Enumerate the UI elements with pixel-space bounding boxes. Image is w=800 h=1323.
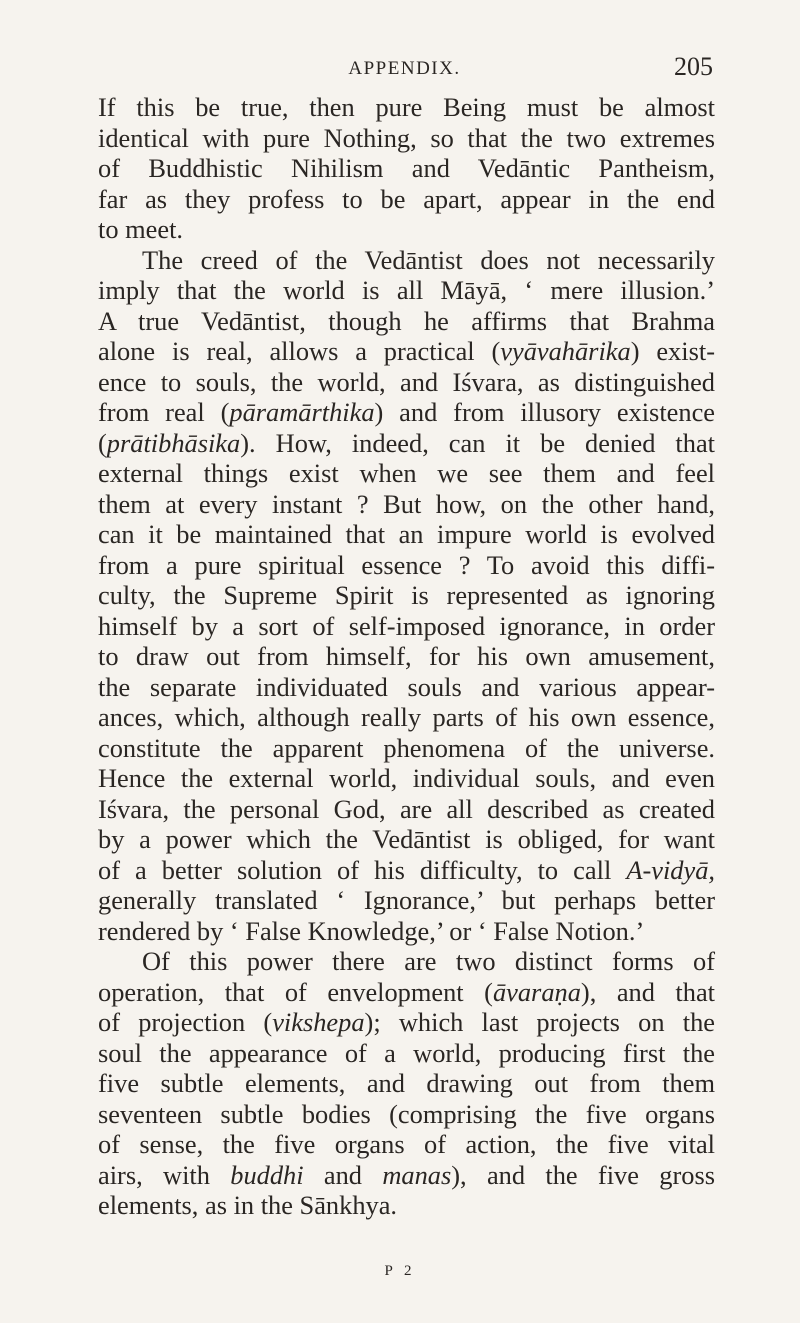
text-line: of Buddhistic Nihilism and Vedāntic Pantheism, [98, 153, 715, 183]
text-line: elements, as in the Sānkhya. [98, 1190, 398, 1220]
text-line: A true Vedāntist, though he affirms that Brahma [98, 305, 715, 336]
text-line: external things exist when we see them and feel [98, 458, 715, 488]
text-line: Of this power there are two distinct forms of [142, 946, 715, 976]
text-line: from real (pāramārthika) and from illusory existence [98, 397, 715, 427]
text-line: culty, the Supreme Spirit is represented as ignoring [98, 580, 715, 610]
text-line: by a power which the Vedāntist is obliged, for want [98, 824, 715, 854]
text-line: of sense, the five organs of action, the five vital [98, 1129, 715, 1159]
text-line: ances, which, although really parts of his own essence, [98, 702, 715, 732]
text-line: airs, with buddhi and manas), and the five gross [98, 1159, 715, 1190]
text-line: of projection (vikshepa); which last projects on the [98, 1007, 715, 1037]
running-head [96, 52, 713, 86]
signature-mark: P 2 [384, 1263, 416, 1279]
text-line: of a better solution of his difficulty, to call A-vidyā, [98, 854, 715, 885]
text-line: operation, that of envelopment (āvaraṇa), and that [98, 976, 715, 1007]
text-line: (prātibhāsika). How, indeed, can it be denied that [98, 427, 715, 458]
text-line: can it be maintained that an impure world is evolved [98, 519, 715, 549]
text-line: to draw out from himself, for his own amusement, [98, 641, 715, 671]
text-line: ence to souls, the world, and Iśvara, as distinguished [98, 366, 715, 397]
body-text [98, 92, 715, 1221]
text-line: rendered by ‘ False Knowledge,’ or ‘ False Notion.’ [98, 915, 645, 946]
text-line: five subtle elements, and drawing out from them [98, 1068, 715, 1098]
text-line: Hence the external world, individual souls, and even [98, 763, 715, 793]
text-line: soul the appearance of a world, producing first the [98, 1037, 715, 1068]
text-line: generally translated ‘ Ignorance,’ but perhaps better [98, 885, 715, 915]
text-line: seventeen subtle bodies (comprising the five organs [98, 1098, 715, 1129]
text-line: far as they profess to be apart, appear in the end [98, 183, 715, 214]
text-line: imply that the world is all Māyā, ‘ mere illusion.’ [98, 275, 715, 305]
text-line: himself by a sort of self-imposed ignorance, in order [98, 610, 715, 641]
text-line: alone is real, allows a practical (vyāvahārika) exist- [98, 336, 715, 366]
text-line: constitute the apparent phenomena of the universe. [98, 732, 715, 763]
text-line: to meet. [98, 214, 184, 244]
text-line: the separate individuated souls and various appear- [98, 671, 715, 702]
text-line: Iśvara, the personal God, are all described as created [98, 793, 715, 824]
text-line: from a pure spiritual essence ? To avoid this diffi- [98, 549, 715, 580]
page-number: 205 [674, 52, 713, 81]
text-line: If this be true, then pure Being must be almost [98, 92, 715, 122]
text-line: The creed of the Vedāntist does not necessarily [142, 244, 715, 275]
text-line: them at every instant ? But how, on the other hand, [98, 488, 715, 519]
text-line: identical with pure Nothing, so that the two extremes [98, 122, 715, 153]
running-title: APPENDIX. [348, 58, 461, 79]
